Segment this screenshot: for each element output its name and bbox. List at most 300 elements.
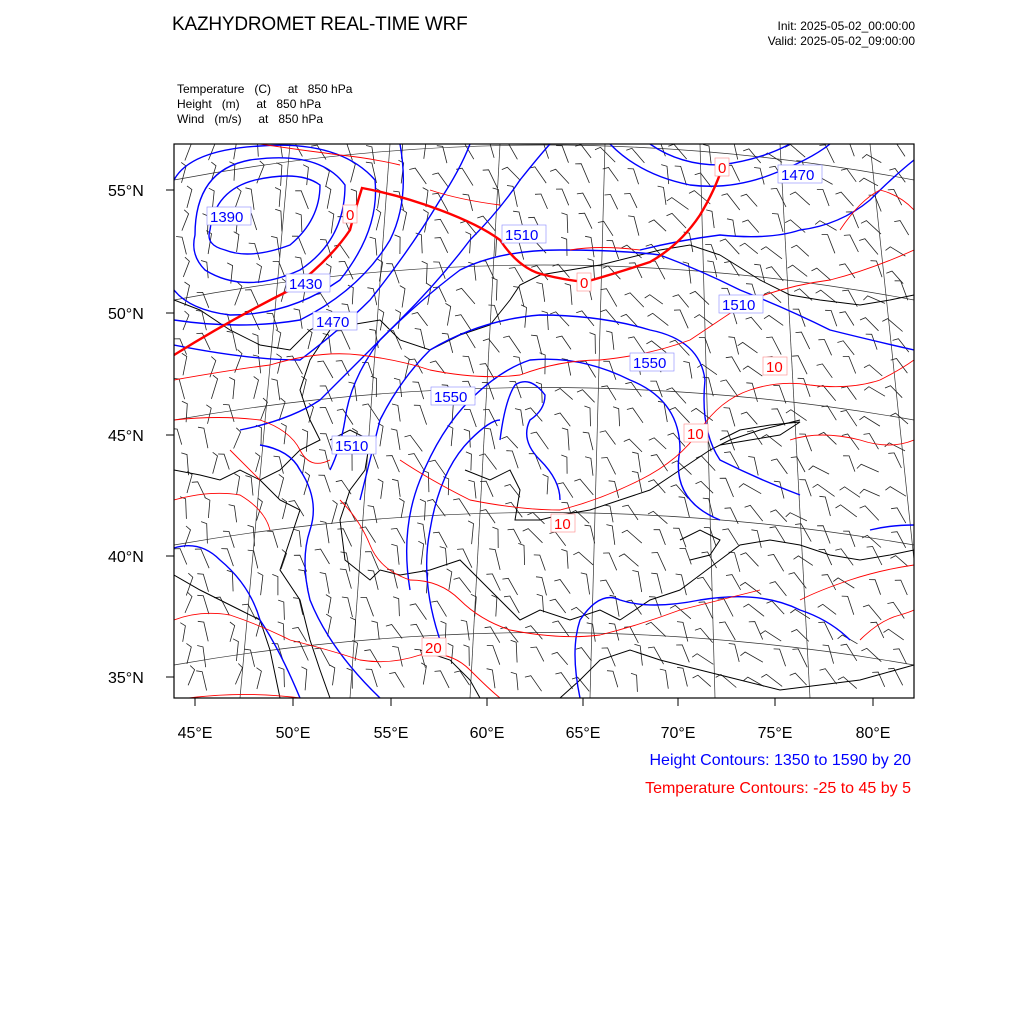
wind-barb [453,499,470,516]
wind-barb [275,188,280,207]
wind-barb [392,404,400,422]
wind-barb [822,235,835,254]
wind-barb [726,357,741,372]
wind-barb [511,672,518,690]
wind-barb [606,331,614,350]
wind-barb [839,312,854,326]
wind-barb [823,645,834,664]
wind-barb [391,429,400,450]
wind-barb [188,666,195,686]
wind-barb [245,290,258,306]
wind-barb [792,356,807,375]
height-label: 1470 [781,167,815,184]
wind-barb [768,555,784,572]
wind-barb [182,353,187,375]
wind-barb [601,458,615,475]
wind-barb [185,592,192,613]
wind-barb [609,481,619,498]
wind-barb [809,466,830,474]
wind-barb [421,663,426,685]
wind-barb [794,556,813,566]
wind-barb [171,429,182,445]
wind-barb [746,383,757,402]
wind-barb [320,573,330,594]
wind-barb [740,652,763,662]
wind-barb [632,452,641,472]
wind-barb [227,331,237,350]
wind-barb [392,646,402,666]
wind-barb [562,428,569,450]
wind-barb [585,525,595,543]
wind-barb [785,220,805,233]
temperature-legend: Temperature Contours: -25 to 45 by 5 [645,780,911,797]
temp-label: 0 [580,275,589,292]
wind-barb [176,237,186,255]
wind-barb [296,213,302,232]
wind-barb [530,647,543,661]
wind-barb [254,377,259,399]
lon-label: 65°E [565,725,601,742]
wind-barb [603,553,617,570]
wind-barb [770,510,787,522]
wind-barb [890,556,908,567]
wind-barb [501,437,517,449]
wind-barb [654,530,666,545]
wind-barb [841,644,857,661]
wind-barb [187,186,192,208]
wind-barb [702,552,717,568]
wind-barb [628,169,639,185]
lon-label: 70°E [660,725,696,742]
wind-barb [841,387,856,400]
wind-barb [184,526,190,547]
wind-barb [267,313,278,330]
lat-label: 45°N [108,428,144,445]
wind-barb [275,209,282,231]
field-temperature: Temperature (C) at 850 hPa [177,82,353,96]
wind-barb [301,667,306,691]
temp-label: 10 [766,359,783,376]
wind-barb [364,650,381,668]
wind-barb [278,600,284,620]
wind-barb [648,313,669,325]
wind-barb [652,553,666,571]
wind-barb [432,173,448,188]
wind-barb [294,529,302,547]
wind-barb [454,578,471,593]
wind-barb [509,268,523,282]
wind-barb [534,555,546,571]
wind-barb [894,221,909,236]
wind-barb [771,409,785,426]
lat-label: 55°N [108,183,144,200]
wind-barb [632,571,641,593]
wind-barb [378,259,383,281]
wind-barb [393,597,399,616]
wind-barb [480,261,495,279]
wind-barb [435,238,448,253]
wind-barb [722,529,738,545]
field-height: Height (m) at 850 hPa [177,97,322,111]
wind-barb [720,239,740,254]
wind-barb [399,498,404,518]
wind-barb [492,527,498,548]
wind-barb [607,671,618,688]
wind-barb [503,336,520,353]
wind-barb [245,188,254,210]
wind-barb [624,439,642,452]
wind-barb [276,354,281,374]
wind-barb [819,145,834,163]
wind-barb [286,138,302,156]
wind-barb [180,497,186,519]
wind-barb [556,146,568,163]
wind-barb [173,378,185,399]
wind-barb [791,245,809,256]
wind-barb [864,387,885,397]
wind-barb [504,596,519,613]
wind-barb [229,505,237,523]
wind-barb [600,310,619,325]
wind-barb [740,553,758,567]
wind-barb [508,529,521,543]
wind-barb [423,471,429,493]
wind-barb [863,605,881,620]
wind-barb [667,198,689,210]
lon-label: 45°E [177,725,213,742]
wind-barb [680,548,692,564]
wind-barb [336,331,351,350]
wind-barb [741,194,758,206]
wind-barb [249,243,260,260]
wind-barb [183,311,189,330]
temp-label: 10 [687,426,704,443]
wind-barb [600,580,614,594]
wind-barb [378,479,383,499]
wind-barb [502,167,521,180]
wind-barb [332,500,338,524]
wind-barb [433,532,447,547]
wind-barb [795,524,811,542]
wind-barb [186,643,191,664]
wind-barb [376,209,381,230]
wind-barb [550,599,566,613]
wind-barb [210,357,216,378]
wind-barb [556,336,571,349]
wind-barb [693,675,711,686]
wind-barb [368,506,377,523]
wind-barb [649,261,665,279]
wind-barb [525,676,542,692]
wind-barb [187,471,192,493]
wind-barb [395,235,401,254]
wind-barb [661,165,669,185]
wind-barb [515,409,523,426]
wind-barb [677,667,687,686]
wind-barb [764,315,783,325]
wind-barb [182,210,189,231]
wind-barb [536,382,542,403]
wind-barb [891,508,906,523]
wind-barb [575,145,591,158]
wind-barb [505,502,522,517]
wind-barb [196,671,206,691]
wind-barb [577,390,595,403]
wind-barb [409,168,426,184]
wind-barb [536,283,544,302]
wind-barb [627,408,643,423]
wind-barb [748,457,758,476]
wind-barb [581,573,590,595]
height-label: 1510 [505,227,539,244]
wind-barb [371,621,379,639]
wind-barb [455,315,471,331]
wind-barb [842,596,854,615]
wind-barb [772,214,783,232]
wind-barb [882,319,902,332]
height-label: 1430 [289,276,323,293]
wind-barb [350,618,356,638]
wind-barb [197,646,206,668]
wind-barb [255,453,260,472]
wind-barb [598,221,613,236]
wind-barb [843,531,855,547]
wind-barb [624,194,637,208]
wind-barb [561,455,567,474]
wind-barb [668,144,686,159]
field-wind: Wind (m/s) at 850 hPa [177,112,324,126]
wind-barb [540,353,546,375]
wind-barb [554,413,570,426]
wind-barb [267,531,278,548]
wind-barb [552,652,568,664]
wind-barb [885,487,906,497]
wind-barb [817,385,835,400]
wind-barb [605,195,618,210]
wind-barb [303,165,308,185]
temp-label: 20 [425,640,442,657]
wind-barb [440,547,447,566]
wind-barb [790,609,810,618]
wind-barb [660,669,669,689]
wind-barb [839,264,855,278]
wind-barb [692,654,713,665]
wind-barb [694,315,713,326]
wind-barb [774,649,786,666]
wind-barb [410,604,427,620]
wind-barb [257,263,262,283]
wind-barb [818,340,831,356]
wind-barb [479,454,496,470]
wind-barb [366,669,378,687]
wind-barb [536,577,547,596]
wind-barb [812,268,831,280]
wind-barb [871,261,883,277]
wind-barb [790,673,807,685]
wind-barb [463,194,473,211]
wind-barb [248,525,255,546]
wind-barb [747,431,762,445]
wind-barb [576,648,592,661]
wind-barb [223,531,234,548]
wind-barb [410,624,424,639]
wind-barb [487,646,500,665]
wind-barb [590,333,596,354]
wind-barb [746,317,762,330]
wind-barb [870,622,883,638]
wind-barb [651,573,662,594]
wind-barb [690,291,709,304]
wind-barb [408,454,424,471]
wind-barb [361,597,374,616]
wind-barb [584,406,590,426]
wind-barb [531,335,542,354]
wind-barb [843,456,855,472]
wind-barb [319,450,329,469]
wind-barb [818,604,836,614]
wind-barb [720,478,734,497]
wind-barb [859,416,880,426]
wind-barb [205,498,210,519]
wind-barb [421,136,426,159]
wind-barb [672,461,692,475]
wind-barb [869,580,881,595]
wind-barb [837,341,854,355]
wind-barb [745,505,763,521]
wind-barb [315,549,330,564]
wind-barb [889,141,905,156]
wind-barb [613,407,620,426]
wind-barb [235,187,241,207]
wind-barb [518,543,524,565]
wind-barb [676,645,689,662]
wind-barb [836,505,857,517]
wind-barb [492,595,497,616]
wind-barb [895,580,908,595]
height-legend: Height Contours: 1350 to 1590 by 20 [649,752,911,769]
wind-barb [859,239,878,255]
wind-barb [579,213,592,229]
wind-barb [326,595,331,614]
lon-label: 50°E [275,725,311,742]
wind-barb [649,438,666,449]
wind-barb [245,649,255,667]
wind-barb [786,410,807,421]
lat-label: 35°N [108,670,144,687]
wind-barb [683,361,692,378]
wind-barb [699,338,711,354]
wind-barb [272,574,278,595]
wind-barb [258,573,263,596]
wind-barb [552,621,569,637]
wind-barb [822,406,837,420]
wind-barb [583,432,593,450]
wind-barb [696,481,714,493]
wind-barb [577,193,591,208]
wind-barb [370,237,377,255]
wind-barb [180,623,185,642]
wind-barb [341,552,350,572]
wind-barb [844,235,859,252]
wind-barb [790,192,810,205]
wind-barb [482,383,494,400]
wind-barb [729,552,740,572]
height-label: 1550 [633,355,667,372]
wind-barb [628,216,639,236]
temp-label: 10 [554,516,571,533]
wind-barb [843,141,855,156]
init-time: Init: 2025-05-02_00:00:00 [777,19,915,33]
wind-barb [392,479,400,497]
wind-barb [697,577,712,591]
wind-barb [257,498,263,520]
wind-barb [667,213,687,228]
wind-barb [395,310,400,329]
wind-barb [531,432,549,449]
wind-barb [761,247,782,259]
wind-barb [529,167,546,183]
wind-barb [198,621,208,641]
wind-barb [391,528,405,543]
wind-barb [649,220,667,231]
wind-barb [502,578,517,595]
wind-barb [860,489,880,496]
wind-barb [888,453,901,468]
valid-time: Valid: 2025-05-02_09:00:00 [767,34,915,48]
wind-barb [603,168,619,182]
wind-barb [183,257,189,277]
wind-barb [320,434,332,452]
wind-barb [743,366,762,376]
wind-barb [523,529,543,543]
wind-barb [726,575,741,590]
height-label: 1550 [434,389,468,406]
wind-barb [468,521,473,544]
wind-barb [447,569,452,590]
wind-barb [429,460,446,476]
lon-axis [178,698,891,742]
wind-barb [197,595,209,614]
wind-barb [405,435,423,451]
wind-barb [771,188,786,207]
wind-barb [485,428,495,449]
wind-barb [366,146,374,164]
wind-barb [433,262,445,279]
wind-barb [696,456,715,471]
wind-barb [646,622,666,636]
wind-barb [740,243,758,254]
lon-label: 55°E [373,725,409,742]
wind-barb [418,541,423,564]
wind-barb [218,454,229,470]
wind-barb [329,211,334,233]
wind-barb [337,529,351,547]
wind-barb [677,622,688,642]
wind-barb [889,169,905,183]
wind-barb [798,378,811,397]
wind-barb [645,295,663,304]
wind-barb [386,264,399,284]
wind-barb [463,356,474,373]
coastlines-borders [174,245,914,698]
wind-barb [233,639,238,661]
wind-barb [278,474,283,497]
wind-barb [866,334,877,350]
wind-barb [489,549,500,570]
temp-label: 0 [346,207,355,224]
wind-barb [622,505,638,520]
wind-barb [391,544,399,564]
